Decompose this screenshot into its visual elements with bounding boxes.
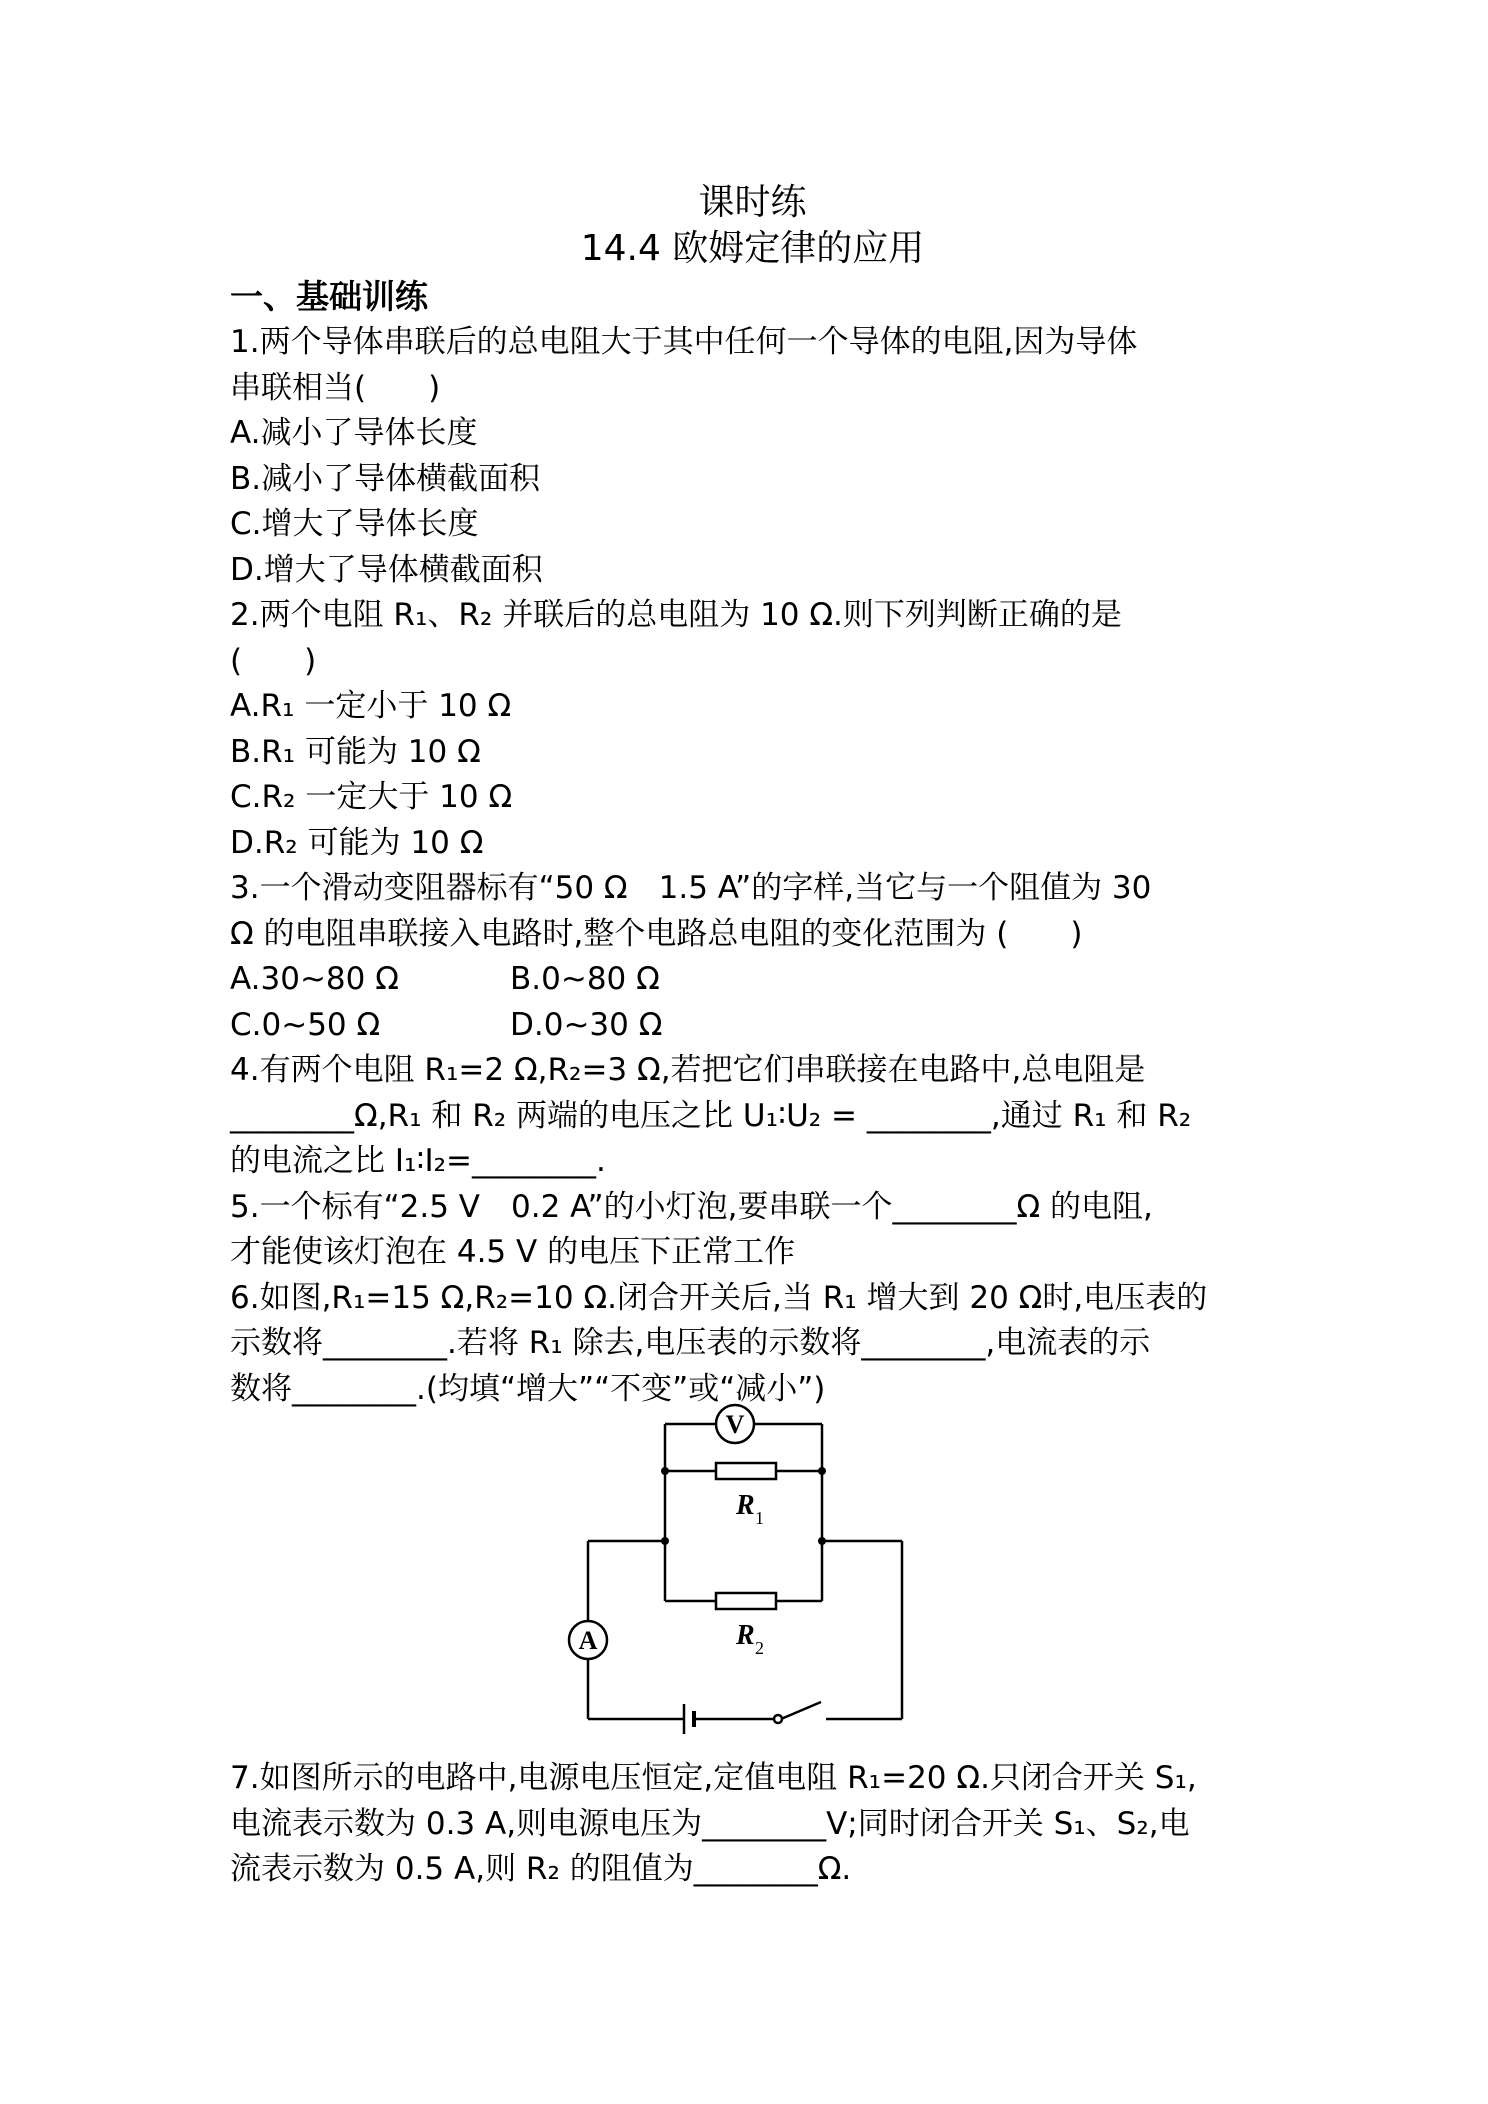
question-6-line-3: 数将________.(均填“增大”“不变”或“减小”) bbox=[230, 1370, 826, 1407]
question-1-option-d: D.增大了导体横截面积 bbox=[230, 551, 543, 588]
question-1-line-2: 串联相当( ) bbox=[230, 369, 441, 406]
question-5 bbox=[230, 1185, 1275, 1276]
question-1-option-b: B.减小了导体横截面积 bbox=[230, 460, 541, 497]
junction-dot bbox=[818, 1537, 826, 1545]
question-3-option-d: D.0~30 Ω bbox=[510, 1006, 663, 1043]
question-1 bbox=[230, 320, 1275, 411]
question-6 bbox=[230, 1276, 1275, 1413]
question-6-line-2: 示数将________.若将 R₁ 除去,电压表的示数将________,电流表的示 bbox=[230, 1325, 1151, 1361]
question-3-options-row-2 bbox=[230, 1003, 1275, 1049]
junction-dot bbox=[661, 1467, 669, 1475]
r2-label: R bbox=[736, 1620, 755, 1651]
r1-subscript: 1 bbox=[755, 1508, 764, 1528]
question-3-option-c: C.0~50 Ω bbox=[230, 1006, 381, 1043]
resistor-r1 bbox=[716, 1463, 776, 1479]
question-2-option-a: A.R₁ 一定小于 10 Ω bbox=[230, 688, 512, 724]
document-subtitle: 14.4 欧姆定律的应用 bbox=[580, 228, 925, 269]
section-title: 一、基础训练 bbox=[230, 277, 428, 316]
question-2-line-2: ( ) bbox=[230, 642, 317, 679]
circuit-figure bbox=[230, 1412, 1275, 1756]
question-3-line-2: Ω 的电阻串联接入电路时,整个电路总电阻的变化范围为 ( ) bbox=[230, 915, 1083, 952]
question-1-option-a: A.减小了导体长度 bbox=[230, 415, 478, 451]
question-7-line-3: 流表示数为 0.5 A,则 R₂ 的阻值为________Ω. bbox=[230, 1851, 852, 1887]
resistor-r2 bbox=[716, 1593, 776, 1609]
question-3 bbox=[230, 866, 1275, 957]
question-1-option-c: C.增大了导体长度 bbox=[230, 506, 479, 542]
junction-dot bbox=[661, 1537, 669, 1545]
question-6-line-1: 6.如图,R₁=15 Ω,R₂=10 Ω.闭合开关后,当 R₁ 增大到 20 Ω时,电压表的 bbox=[230, 1279, 1208, 1316]
question-3-option-a: A.30~80 Ω bbox=[230, 961, 399, 997]
question-4 bbox=[230, 1048, 1275, 1185]
ammeter-label: A bbox=[578, 1626, 598, 1655]
r2-subscript: 2 bbox=[755, 1638, 764, 1658]
junction-dot bbox=[818, 1467, 826, 1475]
document-page bbox=[230, 180, 1275, 1893]
question-7-line-2: 电流表示数为 0.3 A,则电源电压为________V;同时闭合开关 S₁、S₂,电 bbox=[230, 1805, 1190, 1842]
question-5-line-2: 才能使该灯泡在 4.5 V 的电压下正常工作 bbox=[230, 1234, 796, 1270]
question-2-option-c: C.R₂ 一定大于 10 Ω bbox=[230, 779, 513, 815]
question-7-line-1: 7.如图所示的电路中,电源电压恒定,定值电阻 R₁=20 Ω.只闭合开关 S₁, bbox=[230, 1760, 1197, 1796]
question-4-line-3: 的电流之比 I₁∶I₂=________. bbox=[230, 1143, 606, 1179]
voltmeter-label: V bbox=[725, 1410, 745, 1439]
question-3-options-row-1 bbox=[230, 957, 1275, 1003]
question-3-line-1: 3.一个滑动变阻器标有“50 Ω 1.5 A”的字样,当它与一个阻值为 30 bbox=[230, 870, 1152, 906]
question-2 bbox=[230, 593, 1275, 684]
question-2-option-d: D.R₂ 可能为 10 Ω bbox=[230, 824, 484, 861]
question-4-line-1: 4.有两个电阻 R₁=2 Ω,R₂=3 Ω,若把它们串联接在电路中,总电阻是 bbox=[230, 1052, 1146, 1088]
question-4-line-2: ________Ω,R₁ 和 R₂ 两端的电压之比 U₁∶U₂ = ________,通过 R₁ 和 R₂ bbox=[230, 1097, 1192, 1134]
switch-contact bbox=[774, 1715, 782, 1723]
question-7 bbox=[230, 1756, 1275, 1893]
question-2-option-b: B.R₁ 可能为 10 Ω bbox=[230, 733, 481, 770]
r1-label: R bbox=[736, 1490, 755, 1521]
question-3-option-b: B.0~80 Ω bbox=[510, 961, 660, 997]
question-5-line-1: 5.一个标有“2.5 V 0.2 A”的小灯泡,要串联一个________Ω 的电阻, bbox=[230, 1188, 1153, 1225]
switch-lever bbox=[781, 1702, 821, 1719]
question-2-line-1: 2.两个电阻 R₁、R₂ 并联后的总电阻为 10 Ω.则下列判断正确的是 bbox=[230, 597, 1122, 633]
question-1-line-1: 1.两个导体串联后的总电阻大于其中任何一个导体的电阻,因为导体 bbox=[230, 324, 1138, 360]
document-title: 课时练 bbox=[698, 182, 807, 223]
circuit-diagram bbox=[578, 1410, 920, 1744]
